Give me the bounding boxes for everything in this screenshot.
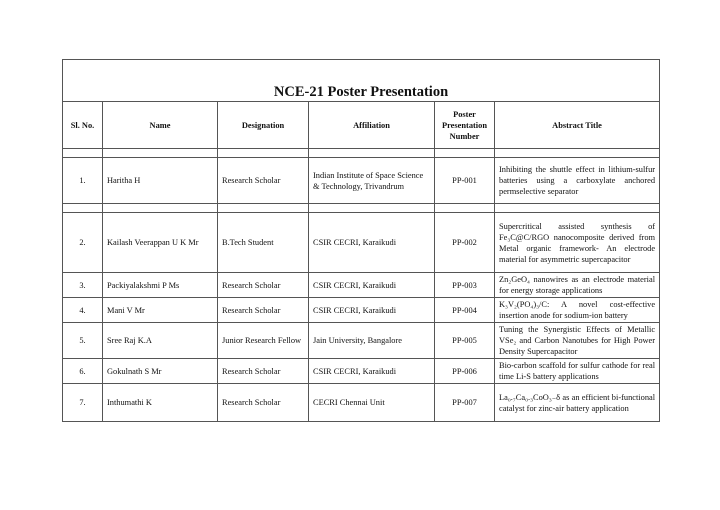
cell-sl-no: 6. [63, 359, 103, 384]
cell-sl-no: 4. [63, 298, 103, 323]
cell-abstract-title: Zn₂GeO₄ nanowires as an electrode material for energy storage applications [495, 273, 660, 298]
cell-abstract-title: Inhibiting the shuttle effect in lithium-sulfur batteries using a carboxylate anchored permselective separator [495, 158, 660, 204]
table-row [63, 273, 660, 298]
cell-abstract-title: Bio-carbon scaffold for sulfur cathode for real time Li-S battery applications [495, 359, 660, 384]
cell-designation: Junior Research Fellow [218, 323, 309, 359]
cell-sl-no: 3. [63, 273, 103, 298]
cell-name: Packiyalakshmi P Ms [103, 273, 218, 298]
cell-poster-number: PP-007 [435, 384, 495, 422]
poster-presentation-table [62, 59, 660, 422]
cell-poster-number: PP-003 [435, 273, 495, 298]
cell-abstract-title: La₀.₇Ca₀.₃CoO₃₋δ as an efficient bi-functional catalyst for zinc-air battery application [495, 384, 660, 422]
cell-designation: Research Scholar [218, 158, 309, 204]
page-title: NCE-21 Poster Presentation [273, 84, 449, 100]
cell-affiliation: CECRI Chennai Unit [309, 384, 435, 422]
cell-name: Haritha H [103, 158, 218, 204]
cell-name: Gokulnath S Mr [103, 359, 218, 384]
cell-abstract-title: Tuning the Synergistic Effects of Metallic VSe₂ and Carbon Nanotubes for High Power Density Supercapacitor [495, 323, 660, 359]
cell-designation: B.Tech Student [218, 213, 309, 273]
cell-poster-number: PP-005 [435, 323, 495, 359]
header-designation: Designation [218, 102, 309, 149]
cell-name: Mani V Mr [103, 298, 218, 323]
cell-designation: Research Scholar [218, 273, 309, 298]
cell-poster-number: PP-006 [435, 359, 495, 384]
header-poster-number: Poster Presentation Number [435, 102, 495, 149]
cell-affiliation: CSIR CECRI, Karaikudi [309, 359, 435, 384]
table-row [63, 359, 660, 384]
cell-designation: Research Scholar [218, 359, 309, 384]
table-row [63, 384, 660, 422]
poster-table-sheet [62, 59, 659, 422]
cell-designation: Research Scholar [218, 298, 309, 323]
header-row [63, 102, 660, 149]
cell-affiliation: CSIR CECRI, Karaikudi [309, 273, 435, 298]
cell-poster-number: PP-004 [435, 298, 495, 323]
cell-sl-no: 1. [63, 158, 103, 204]
header-name: Name [103, 102, 218, 149]
table-row [63, 323, 660, 359]
spacer-row [63, 204, 660, 213]
cell-name: Inthumathi K [103, 384, 218, 422]
cell-abstract-title: K₃V₂(PO₄)₃/C: A novel cost-effective insertion anode for sodium-ion battery [495, 298, 660, 323]
cell-poster-number: PP-002 [435, 213, 495, 273]
cell-affiliation: Indian Institute of Space Science & Technology, Trivandrum [309, 158, 435, 204]
cell-sl-no: 2. [63, 213, 103, 273]
header-sl-no: Sl. No. [63, 102, 103, 149]
cell-poster-number: PP-001 [435, 158, 495, 204]
spacer-row [63, 149, 660, 158]
cell-abstract-title: Supercritical assisted synthesis of Fe₃C@C/RGO nanocomposite derived from Metal organic framework- An electrode material for asymmetric supercapacitor [495, 213, 660, 273]
table-row [63, 213, 660, 273]
table-row [63, 298, 660, 323]
cell-designation: Research Scholar [218, 384, 309, 422]
cell-sl-no: 5. [63, 323, 103, 359]
cell-affiliation: CSIR CECRI, Karaikudi [309, 298, 435, 323]
cell-name: Sree Raj K.A [103, 323, 218, 359]
cell-sl-no: 7. [63, 384, 103, 422]
cell-affiliation: CSIR CECRI, Karaikudi [309, 213, 435, 273]
cell-affiliation: Jain University, Bangalore [309, 323, 435, 359]
title-cell [63, 60, 660, 102]
header-affiliation: Affiliation [309, 102, 435, 149]
cell-name: Kailash Veerappan U K Mr [103, 213, 218, 273]
header-abstract-title: Abstract Title [495, 102, 660, 149]
table-row [63, 158, 660, 204]
